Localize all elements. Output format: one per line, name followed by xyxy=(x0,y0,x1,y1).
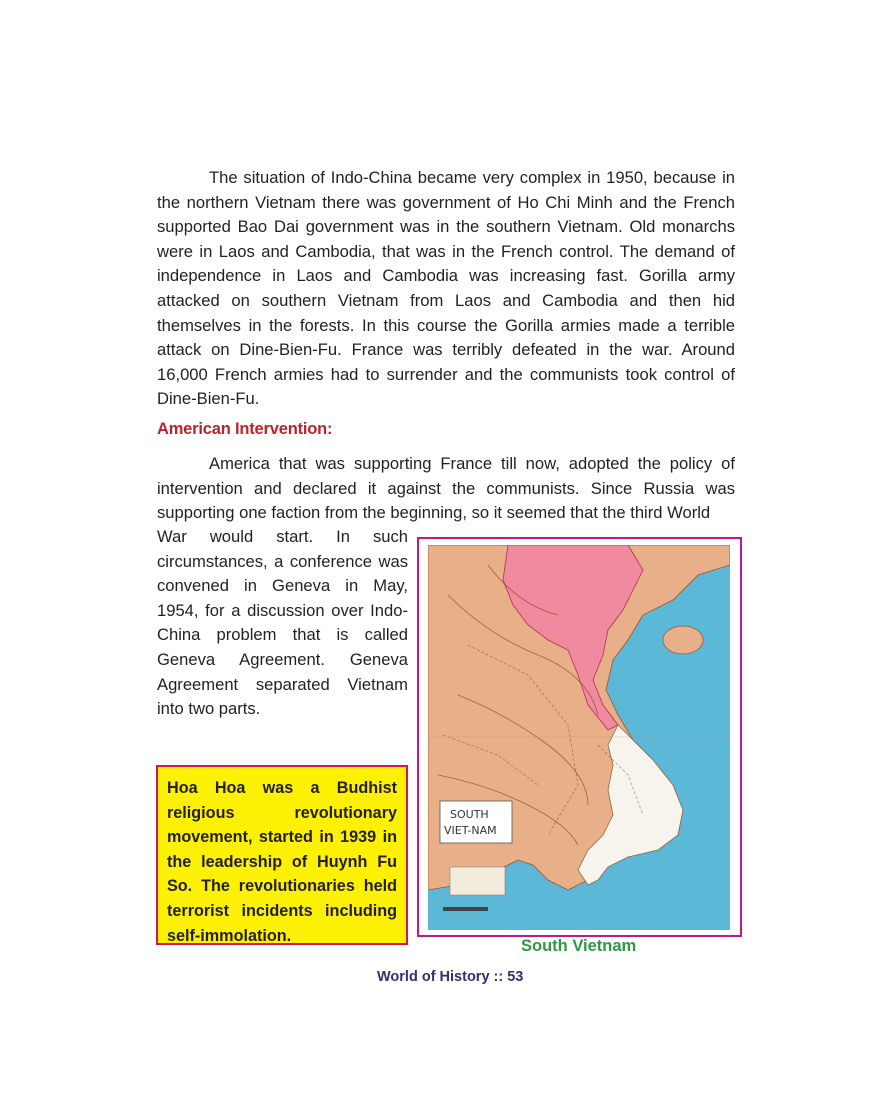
map-label-line2: VIET-NAM xyxy=(444,824,497,837)
hainan-island xyxy=(663,626,703,654)
map-frame xyxy=(417,537,742,937)
page-footer: World of History :: 53 xyxy=(377,969,524,985)
map-scale-bar xyxy=(443,907,488,911)
map-label-line1: SOUTH xyxy=(450,808,489,821)
info-box-hoa-hoa xyxy=(156,765,408,945)
paragraph-indochina-situation: The situation of Indo-China became very complex in 1950, because in the northern Vietnam there was government of Ho Chi Minh and the French supported Bao Dai government was in the southern Vietnam. Old monarchs were in Laos and Cambodia, that was in the French control. The demand of independence in Laos and Cambodia was increasing fast. Gorilla army attacked on southern Vietnam from Laos and Cambodia and then hid themselves in the forests. In this course the Gorilla armies made a terrible attack on Dine-Bien-Fu. France was terribly defeated in the war. Around 16,000 French armies had to surrender and the communists took control of Dine-Bien-Fu. xyxy=(157,168,735,409)
paragraph-geneva-agreement: War would start. In such circumstances, a conference was convened in Geneva in May, 1954, for a discussion over Indo-China problem that is called Geneva Agreement. Geneva Agreement separated Vietnam into two parts. xyxy=(157,527,408,719)
info-box-text: Hoa Hoa was a Budhist religious revolutionary movement, started in 1939 in the leadership of Huynh Fu So. The revolutionaries held terrorist incidents including self-immolation. xyxy=(167,779,397,945)
south-vietnam-map xyxy=(428,545,730,930)
map-legend-box xyxy=(450,867,505,895)
paragraph-american-intervention: America that was supporting France till now, adopted the policy of intervention and declared it against the communists. Since Russia was supporting one faction from the beginning, so it seemed that the third World xyxy=(157,454,735,523)
section-heading: American Intervention: xyxy=(157,420,333,438)
map-caption: South Vietnam xyxy=(521,937,637,955)
